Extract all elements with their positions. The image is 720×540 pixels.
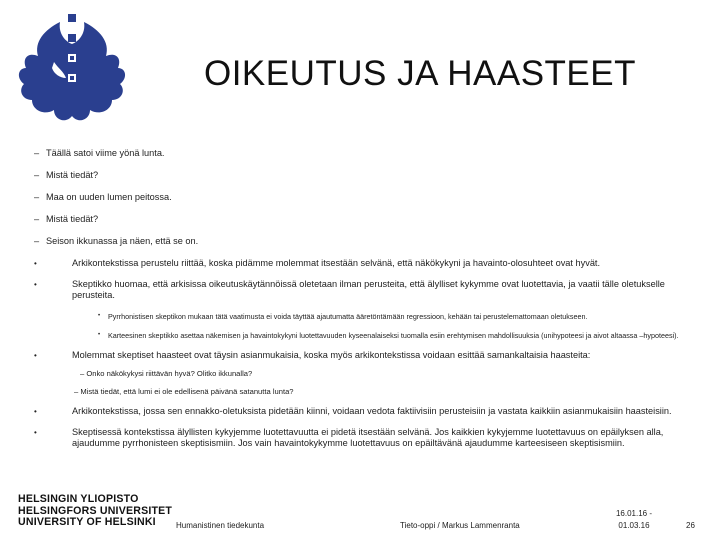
sub-bullet-text: Pyrrhonistisen skeptikon mukaan tätä vaatimusta ei voida täyttää ajautumatta ääretöntämään regressioon, kehään tai perustelemattomaan oletukseen. xyxy=(108,311,588,321)
dash-marker: – xyxy=(34,214,40,224)
university-name-en: UNIVERSITY OF HELSINKI xyxy=(18,516,156,528)
sub-bullet-item xyxy=(34,331,694,341)
sub-bullet-marker: • xyxy=(98,312,101,319)
sub-bullet-text: Karteesinen skeptikko asettaa näkemisen ja havaintokykyni luotettavuuden kyseenalaiseksi tuomalla esiin erehtymisen mahdollisuuksia (unihypoteesi ja aivot altaassa –hypoteesi). xyxy=(108,331,679,340)
dash-item xyxy=(34,236,694,248)
footer-date xyxy=(610,508,658,532)
sub-bullet-item xyxy=(34,312,694,322)
dash-item xyxy=(34,148,694,160)
footer-date-start: 16.01.16 - xyxy=(615,509,653,518)
university-name-sv: HELSINGFORS UNIVERSITET xyxy=(18,504,173,517)
dash-text: Seison ikkunassa ja näen, että se on. xyxy=(46,236,199,246)
dash-marker: – xyxy=(34,192,40,202)
bullet-marker: • xyxy=(34,259,37,268)
dash-marker: – xyxy=(34,236,40,246)
bullet-marker: • xyxy=(34,350,37,360)
footer-date-end: 01.03.16 xyxy=(618,521,650,530)
sub-bullet-marker: • xyxy=(98,332,101,338)
dash-item xyxy=(34,192,694,204)
slide-title: OIKEUTUS JA HAASTEET xyxy=(203,54,637,93)
minor-dash-item: – Mistä tiedät, että lumi ei ole edellisenä päivänä satanutta lunta? xyxy=(74,387,294,396)
bullet-marker: • xyxy=(34,407,37,416)
bullet-item xyxy=(34,406,694,418)
bullet-marker: • xyxy=(34,427,37,437)
university-wordmark xyxy=(18,494,172,529)
bullet-item xyxy=(34,427,694,450)
minor-dash-item: – Onko näkökykysi riittävän hyvä? Olitko ikkunalla? xyxy=(80,369,253,378)
dash-marker: – xyxy=(34,148,40,158)
bullet-item xyxy=(34,279,694,302)
bullet-text: Molemmat skeptiset haasteet ovat täysin asianmukaisia, koska myös arkikontekstissa voidaan esittää samankaltaisia haasteita: xyxy=(72,349,591,360)
bullet-text: Arkikontekstissa perustelu riittää, koska pidämme molemmat itsestään selvänä, että näkökykyni ja havainto-olosuhteet ovat hyvät. xyxy=(72,258,601,268)
bullet-text: Skeptisessä kontekstissa älyllisten kykyjemme luotettavuutta ei pidetä itsestään selvänä. Jos kaikkien kykyjemme luotettavuus on epäilyksen alla, ajaudumme pyrrhonisteen skeptisismiin. Jos vain havaintokykymme luotettavuus on epäiltävänä ajaudumme karteesiseen skeptisismiin. xyxy=(72,426,664,448)
dash-text: Mistä tiedät? xyxy=(46,170,99,180)
bullet-marker: • xyxy=(34,279,37,289)
footer-faculty: Humanistinen tiedekunta xyxy=(176,521,265,530)
dash-text: Täällä satoi viime yönä lunta. xyxy=(46,148,165,158)
dash-text: Maa on uuden lumen peitossa. xyxy=(46,192,172,202)
dash-item xyxy=(34,214,694,226)
dash-text: Mistä tiedät? xyxy=(46,214,99,224)
page-number: 26 xyxy=(686,521,695,530)
bullet-item xyxy=(34,258,694,270)
university-logo-icon xyxy=(14,12,130,132)
dash-marker: – xyxy=(34,170,40,180)
bullet-item xyxy=(34,350,694,362)
bullet-text: Arkikontekstissa, jossa sen ennakko-oletuksista pidetään kiinni, voidaan vedota faktiivisiin perusteisiin ja vastata kaikkiin asianmukaisiin haasteisiin. xyxy=(72,406,672,416)
university-name-fi: HELSINGIN YLIOPISTO xyxy=(18,493,139,505)
slide-content xyxy=(34,148,694,450)
bullet-text: Skeptikko huomaa, että arkisissa oikeutuskäytännöissä oletetaan ilman perusteita, että älylliset kykymme ovat luotettavia, ja vaatii tälle oletukselle perusteita. xyxy=(72,278,665,300)
footer-course: Tieto-oppi / Markus Lammenranta xyxy=(400,521,520,530)
dash-item xyxy=(34,170,694,182)
